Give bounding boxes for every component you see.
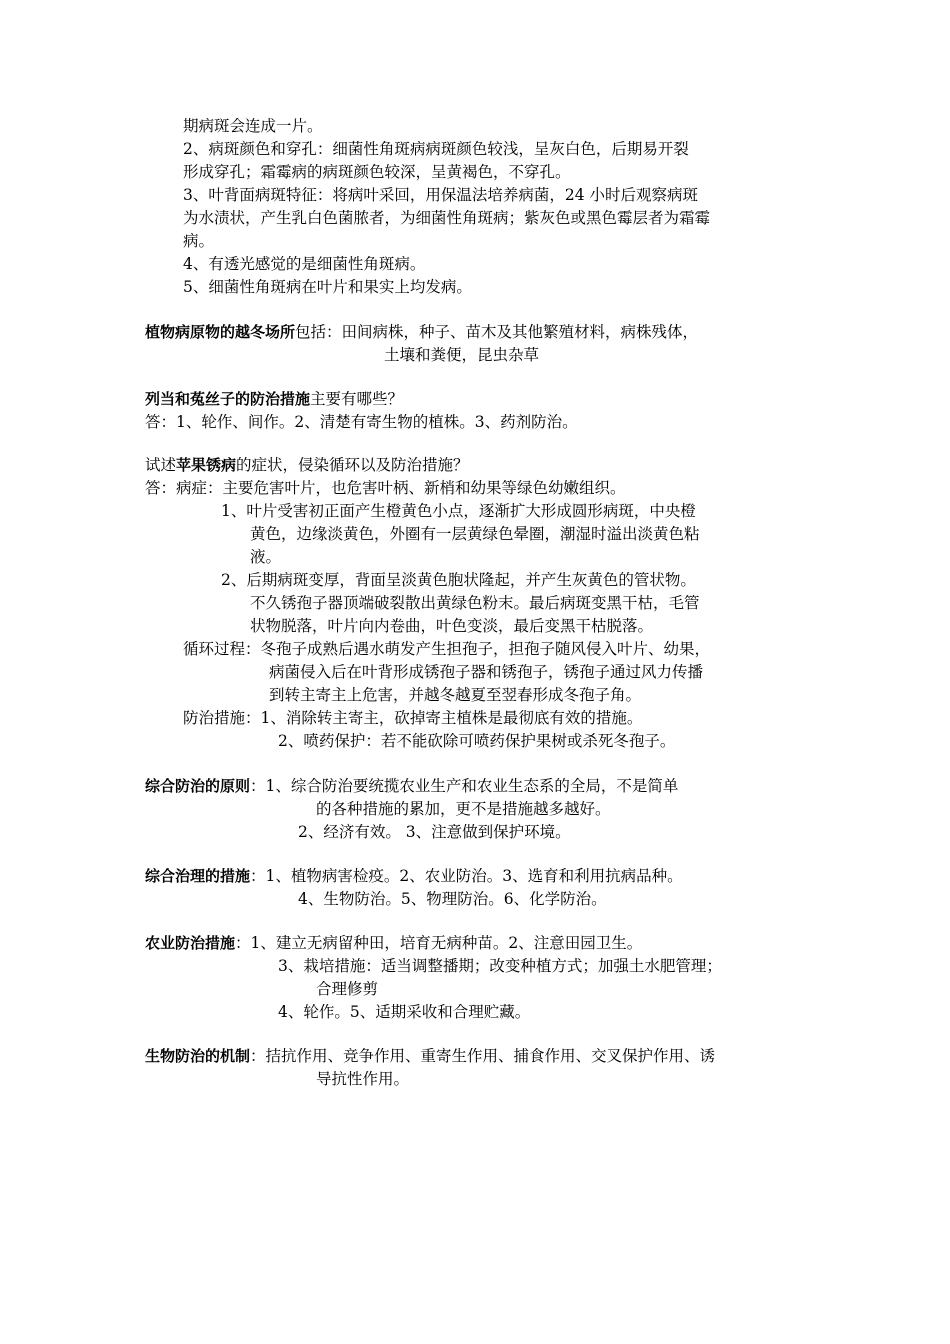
text-line: 2、后期病斑变厚，背面呈淡黄色胞状隆起，并产生灰黄色的管状物。 [221, 571, 696, 589]
text-line: 土壤和粪便，昆虫杂草 [384, 346, 540, 364]
apple-q-pre: 试述 [145, 456, 177, 474]
bio-paragraph [145, 1045, 715, 1068]
text-line: 3、栽培措施：适当调整播期；改变种植方式；加强土水肥管理； [278, 957, 722, 975]
text-line: 3、叶背面病斑特征：将病叶采回，用保温法培养病菌，24 小时后观察病斑 [183, 186, 699, 204]
principle-text: ：1、综合防治要统揽农业生产和农业生态系的全局，不是简单 [250, 777, 679, 795]
apple-q-post: 的症状，侵染循环以及防治措施？ [236, 456, 469, 474]
measures-heading: 综合治理的措施 [145, 867, 251, 885]
text-line: 2、病斑颜色和穿孔：细菌性角斑病病斑颜色较浅，呈灰白色，后期易开裂 [183, 140, 689, 158]
apple-heading: 苹果锈病 [176, 456, 237, 474]
text-line: 病。 [183, 232, 215, 250]
principle-paragraph [145, 775, 678, 798]
agri-paragraph [145, 932, 642, 955]
text-line: 4、生物防治。5、物理防治。6、化学防治。 [298, 890, 607, 908]
overwinter-text: 包括：田间病株，种子、苗木及其他繁殖材料，病株残体， [295, 323, 699, 341]
measures-paragraph [145, 865, 683, 888]
text-line: 循环过程：冬孢子成熟后遇水萌发产生担孢子，担孢子随风侵入叶片、幼果， [183, 640, 711, 658]
text-line: 2、经济有效。 3、注意做到保护环境。 [298, 823, 571, 841]
dodder-question [145, 388, 403, 411]
bio-heading: 生物防治的机制 [145, 1047, 251, 1065]
text-line: 5、细菌性角斑病在叶片和果实上均发病。 [183, 278, 472, 296]
text-line: 的各种措施的累加，更不是措施越多越好。 [316, 800, 611, 818]
overwinter-heading: 植物病原物的越冬场所 [145, 323, 296, 341]
dodder-heading: 列当和菟丝子的防治措施 [145, 390, 311, 408]
apple-question [145, 454, 469, 477]
text-line: 期病斑会连成一片。 [183, 117, 323, 135]
dodder-text: 主要有哪些？ [310, 390, 404, 408]
text-line: 防治措施：1、消除转主寄主，砍掉寄主植株是最彻底有效的措施。 [183, 709, 643, 727]
text-line: 液。 [250, 548, 282, 566]
text-line: 4、轮作。5、适期采收和合理贮藏。 [278, 1003, 531, 1021]
text-line: 导抗性作用。 [316, 1070, 410, 1088]
text-line: 病菌侵入后在叶背形成锈孢子器和锈孢子，锈孢子通过风力传播 [269, 663, 704, 681]
text-line: 黄色，边缘淡黄色，外圈有一层黄绿色晕圈，潮湿时溢出淡黄色粘 [250, 525, 700, 543]
agri-heading: 农业防治措施 [145, 934, 236, 952]
text-line: 答：病症：主要危害叶片，也危害叶柄、新梢和幼果等绿色幼嫩组织。 [145, 479, 626, 497]
text-line: 形成穿孔；霜霉病的病斑颜色较深，呈黄褐色，不穿孔。 [183, 163, 571, 181]
text-line: 不久锈孢子器顶端破裂散出黄绿色粉末。最后病斑变黑干枯，毛管 [250, 594, 700, 612]
text-line: 为水渍状，产生乳白色菌脓者，为细菌性角斑病；紫灰色或黑色霉层者为霜霉 [183, 209, 711, 227]
text-line: 4、有透光感觉的是细菌性角斑病。 [183, 255, 426, 273]
text-line: 合理修剪 [316, 980, 379, 998]
dodder-answer: 答：1、轮作、间作。2、清楚有寄生物的植株。3、药剂防治。 [145, 413, 578, 431]
principle-heading: 综合防治的原则 [145, 777, 251, 795]
text-line: 1、叶片受害初正面产生橙黄色小点，逐渐扩大形成圆形病斑，中央橙 [221, 502, 696, 520]
measures-text: ：1、植物病害检疫。2、农业防治。3、选育和利用抗病品种。 [250, 867, 683, 885]
agri-text: ：1、建立无病留种田，培育无病种苗。2、注意田园卫生。 [235, 934, 643, 952]
text-line: 到转主寄主上危害，并越冬越夏至翌春形成冬孢子角。 [269, 686, 642, 704]
bio-text: ：拮抗作用、竞争作用、重寄生作用、捕食作用、交叉保护作用、诱 [250, 1047, 716, 1065]
text-line: 状物脱落，叶片向内卷曲，叶色变淡，最后变黑干枯脱落。 [250, 617, 654, 635]
text-line: 2、喷药保护：若不能砍除可喷药保护果树或杀死冬孢子。 [278, 732, 676, 750]
overwinter-paragraph [145, 321, 698, 344]
